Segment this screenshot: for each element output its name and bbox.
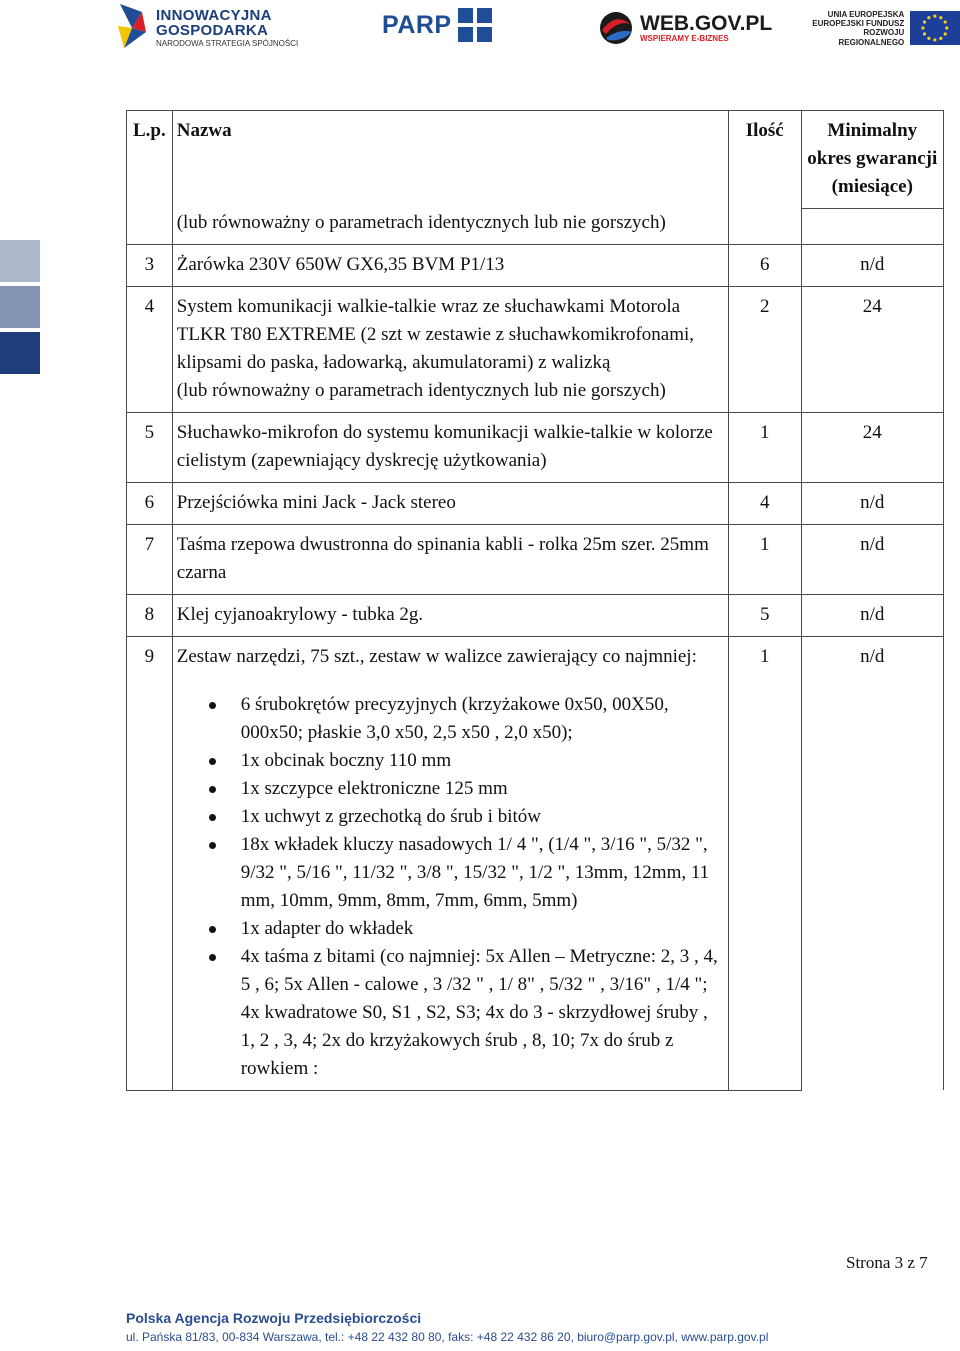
cell-warranty: 24 xyxy=(801,412,943,482)
list-item: 4x taśma z bitami (co najmniej: 5x Allen – Metryczne: 2, 3 , 4, 5 , 6; 5x Allen - calowe , 3 /32 " , 1/ 8" , 5/32 " , 3/16" , 1/4 "; 4x kwadratowe S0, S1 , S2, S3; 4x do 3 - skrzydłowej śruby , 1, 2 , 3, 4; 2x do krzyżakowych śrub , 8, 10; 7x do śrub z rowkiem : xyxy=(177,943,724,1083)
list-item: 1x uchwyt z grzechotką do śrub i bitów xyxy=(177,803,724,831)
cell-lp: 5 xyxy=(127,412,173,482)
cell-name: Klej cyjanoakrylowy - tubka 2g. xyxy=(172,594,728,636)
cell-warranty: n/d xyxy=(801,244,943,286)
cell-lp: 3 xyxy=(127,244,173,286)
parp-logo-text: PARP xyxy=(382,10,452,39)
cell-qty: 1 xyxy=(728,636,801,1090)
list-item: 1x szczypce elektroniczne 125 mm xyxy=(177,775,724,803)
table-row xyxy=(127,482,944,524)
list-item: 6 śrubokrętów precyzyjnych (krzyżakowe 0x50, 00X50, 000x50; płaskie 3,0 x50, 2,5 x50 , 2,0 x50); xyxy=(177,691,724,747)
cell-qty: 6 xyxy=(728,244,801,286)
bullet-icon xyxy=(209,842,216,849)
footer-title: Polska Agencja Rozwoju Przedsiębiorczości xyxy=(126,1310,422,1326)
bullet-icon xyxy=(209,814,216,821)
list-item: 1x adapter do wkładek xyxy=(177,915,724,943)
cell-lp xyxy=(127,209,173,245)
eu-logo xyxy=(796,10,960,47)
tool-list xyxy=(177,691,724,1083)
cell-name: Słuchawko-mikrofon do systemu komunikacji walkie-talkie w kolorze cielistym (zapewniający dyskrecję użytkowania) xyxy=(172,412,728,482)
web-gov-swirl-icon xyxy=(596,8,636,48)
cell-qty: 4 xyxy=(728,482,801,524)
header-name: Nazwa xyxy=(172,111,728,209)
web-gov-logo xyxy=(596,8,772,48)
parp-logo xyxy=(382,8,492,42)
star-logo-icon xyxy=(116,2,150,54)
bullet-icon xyxy=(209,702,216,709)
cell-qty: 1 xyxy=(728,412,801,482)
cell-name: (lub równoważny o parametrach identycznych lub nie gorszych) xyxy=(172,209,728,245)
eu-flag-icon xyxy=(910,11,960,45)
bullet-icon xyxy=(209,758,216,765)
header-warranty: Minimalny okres gwarancji (miesiące) xyxy=(801,111,943,209)
decor-square-mid xyxy=(0,286,40,328)
table-row xyxy=(127,636,944,1090)
cell-lp: 6 xyxy=(127,482,173,524)
cell-name-equivalent: (lub równoważny o parametrach identycznych lub nie gorszych) xyxy=(176,379,666,401)
logo-ue-line2: EUROPEJSKI FUNDUSZ xyxy=(812,19,905,29)
cell-name xyxy=(172,286,728,412)
header-lp: L.p. xyxy=(127,111,173,209)
logo-ig-line1: INNOWACYJNA xyxy=(156,7,272,24)
cell-lp: 9 xyxy=(127,636,173,1090)
footer xyxy=(126,1310,768,1344)
header-qty: Ilość xyxy=(728,111,801,209)
table-row xyxy=(127,412,944,482)
cell-name xyxy=(172,636,728,1090)
equipment-table xyxy=(126,110,944,1091)
logo-ue-line1: UNIA EUROPEJSKA xyxy=(827,10,905,19)
parp-cross-icon xyxy=(458,8,492,42)
cell-qty: 1 xyxy=(728,524,801,594)
logo-ig-line2: GOSPODARKA xyxy=(156,22,269,39)
list-item: 18x wkładek kluczy nasadowych 1/ 4 ", (1/4 ", 3/16 ", 5/32 ", 9/32 ", 5/16 ", 11/32 ", 3/8 ", 15/32 ", 1/2 ", 13mm, 12mm, 11 mm, 10mm, 9mm, 8mm, 7mm, 6mm, 5mm) xyxy=(177,831,724,915)
cell-qty: 2 xyxy=(728,286,801,412)
cell-warranty: 24 xyxy=(801,286,943,412)
header-logos xyxy=(0,0,960,60)
table-row xyxy=(127,524,944,594)
logo-web-line1: WEB.GOV.PL xyxy=(640,12,773,35)
bullet-icon xyxy=(209,954,216,961)
cell-warranty: n/d xyxy=(801,524,943,594)
cell-lp: 8 xyxy=(127,594,173,636)
decor-square-dark xyxy=(0,332,40,374)
cell-lp: 7 xyxy=(127,524,173,594)
cell-warranty: n/d xyxy=(801,594,943,636)
cell-warranty: n/d xyxy=(801,482,943,524)
logo-web-line2: WSPIERAMY E-BIZNES xyxy=(640,34,729,43)
cell-qty: 5 xyxy=(728,594,801,636)
page-number: Strona 3 z 7 xyxy=(846,1253,928,1272)
cell-name-main: System komunikacji walkie-talkie wraz ze słuchawkami Motorola TLKR T80 EXTREME (2 szt w zestawie z słuchawkomikrofonami, klipsami do paska, ładowarką, akumulatorami) z walizką xyxy=(176,295,695,373)
cell-name: Żarówka 230V 650W GX6,35 BVM P1/13 xyxy=(172,244,728,286)
cell-qty xyxy=(728,209,801,245)
table-row xyxy=(127,594,944,636)
bullet-icon xyxy=(209,786,216,793)
cell-warranty: n/d xyxy=(801,636,943,1090)
logo-ue-line3: ROZWOJU REGIONALNEGO xyxy=(838,28,905,47)
logo-ig-line3: NARODOWA STRATEGIA SPÓJNOŚCI xyxy=(156,39,299,48)
footer-address: ul. Pańska 81/83, 00-834 Warszawa, tel.: +48 22 432 80 80, faks: +48 22 432 86 20, biuro@parp.gov.pl, www.parp.gov.pl xyxy=(126,1330,769,1344)
innowacyjna-gospodarka-logo xyxy=(116,2,298,54)
list-item: 1x obcinak boczny 110 mm xyxy=(177,747,724,775)
table-row xyxy=(127,286,944,412)
cell-name-main: Zestaw narzędzi, 75 szt., zestaw w walizce zawierający co najmniej: xyxy=(176,645,697,667)
table-row xyxy=(127,244,944,286)
cell-name: Przejściówka mini Jack - Jack stereo xyxy=(172,482,728,524)
table-header-row xyxy=(127,111,944,209)
decor-square-light xyxy=(0,240,40,282)
cell-warranty xyxy=(801,209,943,245)
bullet-icon xyxy=(209,926,216,933)
table-row-continuation xyxy=(127,209,944,245)
cell-name: Taśma rzepowa dwustronna do spinania kabli - rolka 25m szer. 25mm czarna xyxy=(172,524,728,594)
cell-lp: 4 xyxy=(127,286,173,412)
